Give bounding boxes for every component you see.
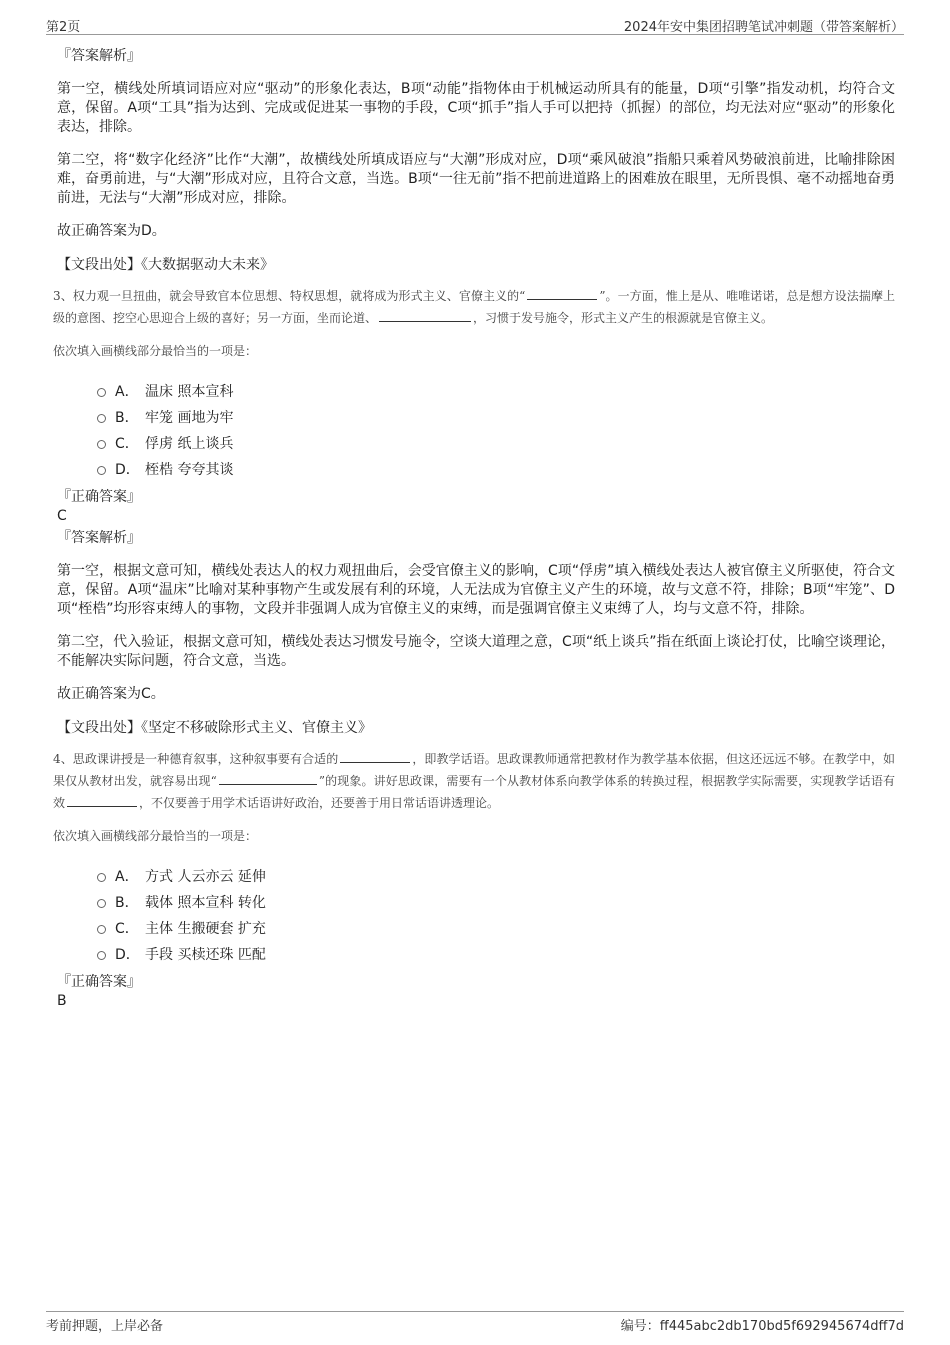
option-list bbox=[57, 864, 895, 968]
question-prompt: 依次填入画横线部分最恰当的一项是： bbox=[53, 344, 258, 358]
option-c[interactable]: C． 俘虏 纸上谈兵 bbox=[57, 431, 895, 457]
conclusion: 故正确答案为D。 bbox=[57, 223, 166, 239]
analysis-heading: 『答案解析』 bbox=[57, 530, 141, 546]
option-d[interactable]: D． 桎梏 夸夸其谈 bbox=[57, 457, 895, 483]
source-citation: 【文段出处】《大数据驱动大未来》 bbox=[57, 257, 274, 273]
question-prompt: 依次填入画横线部分最恰当的一项是： bbox=[53, 829, 258, 843]
document-title: 2024年安中集团招聘笔试冲刺题（带答案解析） bbox=[623, 20, 904, 35]
question-text: 4、思政课讲授是一种德育叙事，这种叙事要有合适的 ，即教学话语。思政课教师通常把教材作为教学基本依据，但这还远远不够。在教学中，如果仅从教材出发，就容易出现“ ”的现象。讲好思政课，需要有一个从教材体系向教学体系的转换过程，根据教学实际需要，实现教学话语有效 ，不仅要善于用学术话语讲好政治，还要善于用日常话语讲透理论。 bbox=[53, 752, 895, 810]
page-footer bbox=[46, 1311, 904, 1334]
radio-icon[interactable] bbox=[97, 414, 106, 423]
conclusion: 故正确答案为C。 bbox=[57, 686, 165, 702]
question-text: 3、权力观一旦扭曲，就会导致官本位思想、特权思想，就将成为形式主义、官僚主义的“ ”。一方面，惟上是从、唯唯诺诺，总是想方设法揣摩上级的意图、挖空心思迎合上级的喜好；另一方面，坐而论道、 ，习惯于发号施令，形式主义产生的根源就是官僚主义。 bbox=[53, 289, 896, 325]
page-header bbox=[46, 14, 904, 35]
radio-icon[interactable] bbox=[97, 466, 106, 475]
correct-answer: C bbox=[57, 508, 67, 524]
radio-icon[interactable] bbox=[97, 899, 106, 908]
radio-icon[interactable] bbox=[97, 925, 106, 934]
option-a[interactable]: A． 温床 照本宣科 bbox=[57, 379, 895, 405]
answer-blank bbox=[219, 772, 317, 785]
correct-answer-heading: 『正确答案』 bbox=[57, 974, 141, 990]
option-c[interactable]: C． 主体 生搬硬套 扩充 bbox=[57, 916, 895, 942]
answer-blank bbox=[527, 287, 597, 300]
correct-answer-heading: 『正确答案』 bbox=[57, 489, 141, 505]
correct-answer: B bbox=[57, 993, 67, 1009]
answer-blank bbox=[340, 750, 410, 763]
answer-blank bbox=[67, 794, 137, 807]
document-code: 编号：ff445abc2db170bd5f692945674dff7d bbox=[620, 1319, 904, 1334]
radio-icon[interactable] bbox=[97, 951, 106, 960]
option-a[interactable]: A． 方式 人云亦云 延伸 bbox=[57, 864, 895, 890]
source-citation: 【文段出处】《坚定不移破除形式主义、官僚主义》 bbox=[57, 720, 372, 736]
option-d[interactable]: D． 手段 买椟还珠 匹配 bbox=[57, 942, 895, 968]
footer-slogan: 考前押题，上岸必备 bbox=[46, 1319, 164, 1334]
option-list bbox=[57, 379, 895, 483]
page-number: 第2页 bbox=[46, 20, 81, 35]
radio-icon[interactable] bbox=[97, 440, 106, 449]
analysis-paragraph: 第一空，横线处所填词语应对应“驱动”的形象化表达，B项“动能”指物体由于机械运动所具有的能量，D项“引擎”指发动机，均符合文意，保留。A项“工具”指为达到、完成或促进某一事物的手段，C项“抓手”指人手可以把持（抓握）的部位，均无法对应“驱动”的形象化表达，排除。 bbox=[57, 81, 895, 135]
answer-blank bbox=[379, 309, 471, 322]
analysis-heading: 『答案解析』 bbox=[57, 48, 141, 64]
analysis-paragraph: 第二空，将“数字化经济”比作“大潮”，故横线处所填成语应与“大潮”形成对应，D项“乘风破浪”指船只乘着风势破浪前进，比喻排除困难，奋勇前进，与“大潮”形成对应，且符合文意，当选。B项“一往无前”指不把前进道路上的困难放在眼里，无所畏惧、毫不动摇地奋勇前进，无法与“大潮”形成对应，排除。 bbox=[57, 152, 895, 206]
option-b[interactable]: B． 载体 照本宣科 转化 bbox=[57, 890, 895, 916]
page-content bbox=[53, 46, 896, 1010]
option-b[interactable]: B． 牢笼 画地为牢 bbox=[57, 405, 895, 431]
radio-icon[interactable] bbox=[97, 873, 106, 882]
analysis-paragraph: 第一空，根据文意可知，横线处表达人的权力观扭曲后，会受官僚主义的影响，C项“俘虏”填入横线处表达人被官僚主义所驱使，符合文意，保留。A项“温床”比喻对某种事物产生或发展有利的环境，人无法成为官僚主义产生的环境，故与文意不符，排除；B项“牢笼”、D项“桎梏”均形容束缚人的事物，文段并非强调人成为官僚主义的束缚，而是强调官僚主义束缚了人，均与文意不符，排除。 bbox=[57, 563, 895, 617]
analysis-paragraph: 第二空，代入验证，根据文意可知，横线处表达习惯发号施令，空谈大道理之意，C项“纸上谈兵”指在纸面上谈论打仗，比喻空谈理论，不能解决实际问题，符合文意，当选。 bbox=[57, 634, 895, 669]
radio-icon[interactable] bbox=[97, 388, 106, 397]
